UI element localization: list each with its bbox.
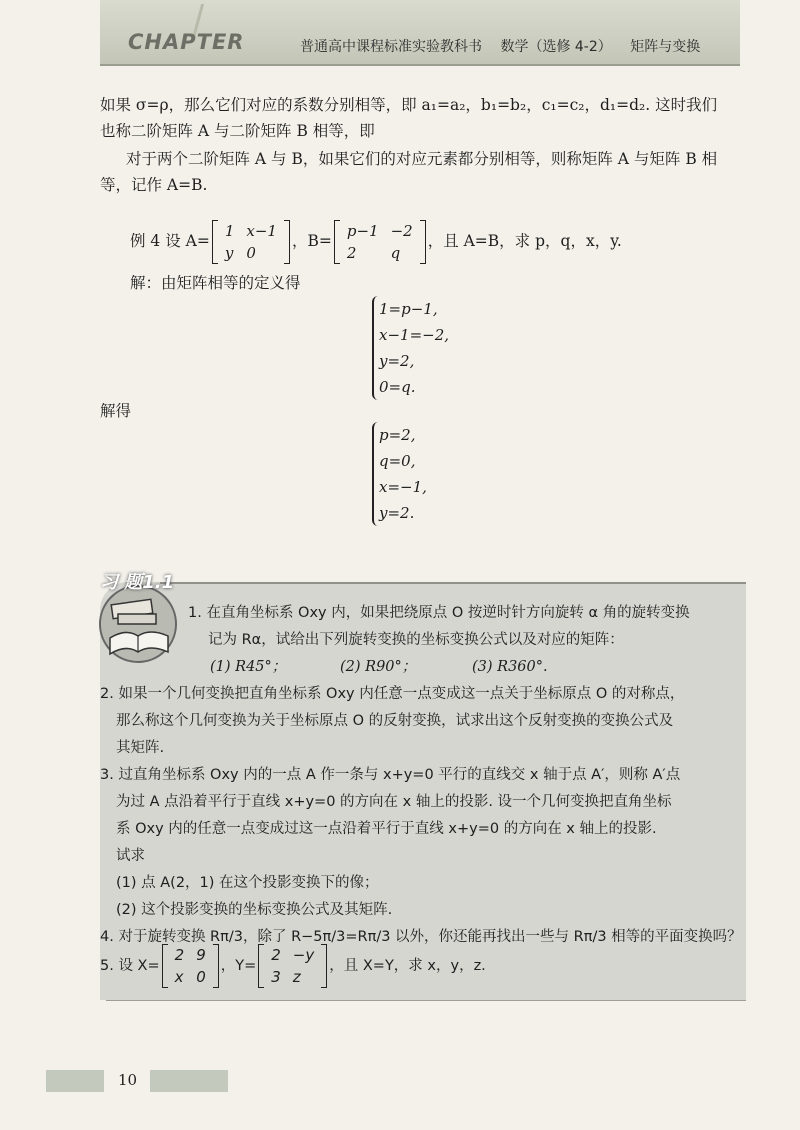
q3-line-4: 试求 xyxy=(116,848,145,864)
matrix-cell: q xyxy=(390,244,401,262)
q1-part-2: (2) R90°； xyxy=(340,659,417,675)
q2-line-2: 那么称这个几何变换为关于坐标原点 O 的反射变换，试求出这个反射变换的变换公式及 xyxy=(116,713,674,729)
matrix-cell: 2 xyxy=(271,946,281,964)
matrix-cell: 2 xyxy=(174,946,185,964)
q3-line-2: 为过 A 点沿着平行于直线 x+y=0 的方向在 x 轴上的投影. 设一个几何变换把直角坐标 xyxy=(116,794,672,810)
matrix-cell: p−1 xyxy=(346,222,379,240)
q2-line-3: 其矩阵. xyxy=(116,740,165,756)
equation: y=2. xyxy=(379,504,415,522)
exercise-title: 习 题1.1 xyxy=(100,572,175,593)
q5 xyxy=(100,944,746,988)
footer-bar-right xyxy=(150,1070,228,1092)
chapter-label: CHAPTER xyxy=(128,30,245,54)
matrix-cell: −y xyxy=(292,946,315,964)
matrix-y xyxy=(258,944,327,988)
q1-line-1: 1. 在直角坐标系 Oxy 内，如果把绕原点 O 按逆时针方向旋转 α 角的旋转变换 xyxy=(188,605,690,621)
comma-y: ，Y= xyxy=(220,958,257,974)
equation: 1=p−1, xyxy=(379,300,438,318)
equation: y=2, xyxy=(379,352,415,370)
solution-intro: 解：由矩阵相等的定义得 xyxy=(130,274,301,292)
example-4 xyxy=(130,220,750,264)
page-number: 10 xyxy=(118,1071,138,1089)
q1-line-2: 记为 Rα，试给出下列旋转变换的坐标变换公式以及对应的矩阵： xyxy=(208,632,624,648)
comma-b: ，B= xyxy=(291,232,332,250)
q5-label: 5. 设 X= xyxy=(100,958,160,974)
footer-bar-left xyxy=(46,1070,104,1092)
paragraph-2-line-1: 对于两个二阶矩阵 A 与 B，如果它们的对应元素都分别相等，则称矩阵 A 与矩阵 B 相 xyxy=(126,150,718,168)
matrix-cell: 2 xyxy=(346,244,357,262)
exercise-rule-bottom xyxy=(106,1000,746,1001)
q3-line-1: 3. 过直角坐标系 Oxy 内的一点 A 作一条与 x+y=0 平行的直线交 x 轴于点 A′，则称 A′点 xyxy=(100,767,681,783)
equation: 0=q. xyxy=(379,378,416,396)
running-header xyxy=(300,36,714,56)
equation: x−1=−2, xyxy=(379,326,450,344)
matrix-cell: z xyxy=(292,968,301,986)
equation: p=2, xyxy=(379,426,416,444)
book-title: 普通高中课程标准实验教科书 xyxy=(300,39,482,55)
matrix-cell: y xyxy=(224,244,234,262)
paragraph-1-line-2: 也称二阶矩阵 A 与二阶矩阵 B 相等，即 xyxy=(100,122,375,140)
q5-tail: ，且 X=Y，求 x，y，z. xyxy=(329,958,486,974)
matrix-cell: 0 xyxy=(246,244,256,262)
matrix-a xyxy=(212,220,290,264)
matrix-b xyxy=(334,220,426,264)
q1-part-1: (1) R45°； xyxy=(210,659,287,675)
exercise-rule-top xyxy=(160,582,746,584)
equation-system-2 xyxy=(372,422,427,526)
equation-system-1 xyxy=(372,296,449,400)
q3-part-2: (2) 这个投影变换的坐标变换公式及其矩阵. xyxy=(116,902,393,918)
equation: q=0, xyxy=(379,452,416,470)
q1-part-3: (3) R360°. xyxy=(472,659,548,675)
matrix-cell: 1 xyxy=(224,222,235,240)
equation: x=−1, xyxy=(379,478,427,496)
matrix-cell: 0 xyxy=(196,968,206,986)
matrix-cell: x−1 xyxy=(246,222,277,240)
topic-title: 矩阵与变换 xyxy=(630,39,701,55)
example-tail: ，且 A=B，求 p，q，x，y. xyxy=(427,232,622,250)
subject-title: 数学（选修 4-2） xyxy=(500,39,612,55)
q2-line-1: 2. 如果一个几何变换把直角坐标系 Oxy 内任意一点变成这一点关于坐标原点 O 的对称点， xyxy=(100,686,685,702)
matrix-x xyxy=(162,944,219,988)
q4: 4. 对于旋转变换 Rπ/3，除了 R−5π/3=Rπ/3 以外，你还能再找出一些与 Rπ/3 相等的平面变换吗？ xyxy=(100,929,742,945)
matrix-cell: 3 xyxy=(271,968,281,986)
matrix-cell: x xyxy=(174,968,184,986)
example-label: 例 4 设 A= xyxy=(130,232,210,250)
q3-part-1: (1) 点 A(2，1) 在这个投影变换下的像； xyxy=(116,875,379,891)
paragraph-2-line-2: 等，记作 A=B. xyxy=(100,176,208,194)
solved-label: 解得 xyxy=(100,402,132,420)
q3-line-3: 系 Oxy 内的任意一点变成过这一点沿着平行于直线 x+y=0 的方向在 x 轴上的投影. xyxy=(116,821,657,837)
paragraph-1-line-1: 如果 σ=ρ，那么它们对应的系数分别相等，即 a₁=a₂，b₁=b₂，c₁=c₂，d₁=d₂. 这时我们 xyxy=(100,96,718,114)
matrix-cell: −2 xyxy=(390,222,413,240)
matrix-cell: 9 xyxy=(196,946,206,964)
